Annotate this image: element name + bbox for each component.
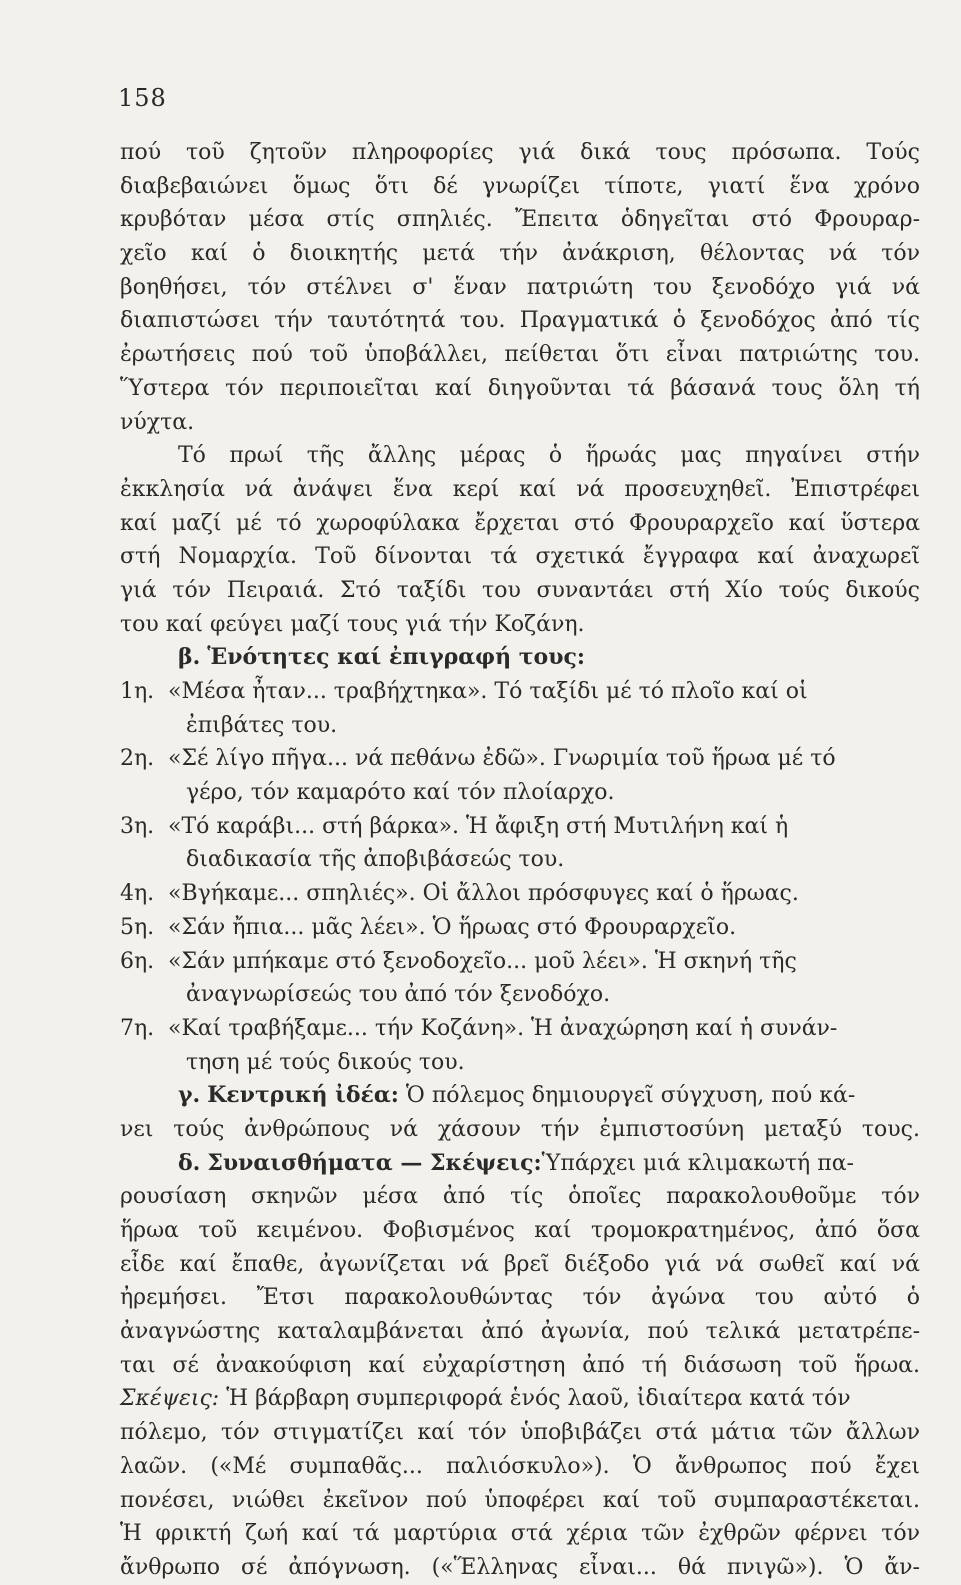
section-heading-d <box>120 1147 920 1181</box>
section-text: Ὑπάρχει μιά κλιμακωτή πα- <box>541 1150 854 1176</box>
unit-text: «Σάν μπήκαμε στό ξενοδοχεῖο... μοῦ λέει». Ἡ σκηνή τῆς <box>168 948 797 974</box>
section-heading-c <box>120 1079 920 1113</box>
text-line: βοηθήσει, τόν στέλνει σ' ἕναν πατριώτη του ξενοδόχο γιά νά <box>120 274 920 300</box>
text-line: νύχτα. <box>120 409 195 435</box>
unit-number: 3η. <box>120 813 155 839</box>
unit-text: «Καί τραβήξαμε... τήν Κοζάνη». Ἡ ἀναχώρηση καί ἡ συνάν- <box>168 1015 838 1041</box>
text-line: πονέσει, νιώθει ἐκεῖνον πού ὑποφέρει καί τοῦ συμπαραστέκεται. <box>120 1487 920 1513</box>
unit-item <box>120 675 920 709</box>
text-line: ἐρωτήσεις πού τοῦ ὑποβάλλει, πείθεται ὅτι εἶναι πατριώτης του. <box>120 342 920 368</box>
section-marker: δ. <box>178 1149 201 1176</box>
thoughts-label: Σκέψεις: <box>120 1386 220 1412</box>
text-line: εἶδε καί ἔπαθε, ἀγωνίζεται νά βρεῖ διέξοδο γιά νά σωθεῖ καί νά <box>120 1251 920 1277</box>
unit-number: 2η. <box>120 746 155 772</box>
unit-text: «Βγήκαμε... σπηλιές». Οἱ ἄλλοι πρόσφυγες καί ὁ ἥρωας. <box>168 881 799 907</box>
text-line: ἠρεμήσει. Ἔτσι παρακολουθώντας τόν ἀγώνα του αὐτό ὁ <box>120 1285 920 1311</box>
text-line: καί μαζί μέ τό χωροφύλακα ἔρχεται στό Φρουραρχεῖο καί ὕστερα <box>120 510 920 536</box>
text-line: ται σέ ἀνακούφιση καί εὐχαρίστηση ἀπό τή διάσωση τοῦ ἥρωα. <box>120 1352 920 1378</box>
section-text: Ὁ πόλεμος δημιουργεῖ σύγχυση, πού κά- <box>405 1083 856 1109</box>
text-line: χεῖο καί ὁ διοικητής μετά τήν ἀνάκριση, θέλοντας νά τόν <box>120 241 920 267</box>
unit-text: «Σέ λίγο πῆγα... νά πεθάνω ἐδῶ». Γνωριμία τοῦ ἥρωα μέ τό <box>168 746 836 772</box>
text-line: διαδικασία τῆς ἀποβιβάσεώς του. <box>186 847 565 873</box>
unit-number: 6η. <box>120 948 155 974</box>
section-heading-b <box>120 641 920 675</box>
unit-item <box>120 810 920 844</box>
text-line: Τό πρωί τῆς ἄλλης μέρας ὁ ἥρωάς μας πηγαίνει στήν <box>178 443 920 469</box>
unit-number: 7η. <box>120 1015 155 1041</box>
text-line: Ἡ φρικτή ζωή καί τά μαρτύρια στά χέρια τῶν ἐχθρῶν φέρνει τόν <box>120 1521 920 1547</box>
text-line: ρουσίαση σκηνῶν μέσα ἀπό τίς ὁποῖες παρακολουθοῦμε τόν <box>120 1184 920 1210</box>
text-line: στή Νομαρχία. Τοῦ δίνονται τά σχετικά ἔγγραφα καί ἀναχωρεῖ <box>120 544 920 570</box>
text-line: τηση μέ τούς δικούς του. <box>186 1049 465 1075</box>
unit-number: 5η. <box>120 914 155 940</box>
section-label: Συναισθήματα — Σκέψεις: <box>207 1149 542 1176</box>
unit-number: 1η. <box>120 679 155 704</box>
unit-item <box>120 742 920 776</box>
text-line: ἐπιβάτες του. <box>186 712 338 738</box>
text-line: νει τούς ἀνθρώπους νά χάσουν τήν ἐμπιστοσύνη μεταξύ τους. <box>120 1116 920 1142</box>
text-line: γέρο, τόν καμαρότο καί τόν πλοίαρχο. <box>186 780 615 806</box>
unit-item <box>120 877 920 911</box>
text-line: Ὕστερα τόν περιποιεῖται καί διηγοῦνται τά βάσανά τους ὅλη τή <box>120 375 920 401</box>
unit-text: «Σάν ἤπια... μᾶς λέει». Ὁ ἥρωας στό Φρουραρχεῖο. <box>168 914 737 940</box>
body-text <box>120 136 920 1585</box>
text-line: διαβεβαιώνει ὅμως ὅτι δέ γνωρίζει τίποτε, γιατί ἕνα χρόνο <box>120 173 920 199</box>
text-line: ἀναγνωρίσεώς του ἀπό τόν ξενοδόχο. <box>186 982 611 1008</box>
text-line: του καί φεύγει μαζί τους γιά τήν Κοζάνη. <box>120 611 585 637</box>
text-line: λαῶν. («Μέ συμπαθᾶς... παλιόσκυλο»). Ὁ ἄνθρωπος πού ἔχει <box>120 1453 920 1479</box>
page-number: 158 <box>118 84 167 112</box>
unit-text: «Τό καράβι... στή βάρκα». Ἡ ἄφιξη στή Μυτιλήνη καί ἡ <box>168 813 789 839</box>
section-label: Ἑνότητες καί ἐπιγραφή τους: <box>207 644 585 671</box>
section-label: Κεντρική ἰδέα: <box>207 1082 399 1109</box>
unit-text: «Μέσα ἦταν... τραβήχτηκα». Τό ταξίδι μέ τό πλοῖο καί οἱ <box>168 679 808 704</box>
text-line: ἀναγνώστης καταλαμβάνεται ἀπό ἀγωνία, πού τελικά μετατρέπε- <box>120 1319 920 1345</box>
text-line: ἥρωα τοῦ κειμένου. Φοβισμένος καί τρομοκρατημένος, ἀπό ὅσα <box>120 1218 920 1243</box>
section-marker: γ. <box>178 1082 201 1109</box>
unit-item <box>120 1012 920 1046</box>
text-line: πού τοῦ ζητοῦν πληροφορίες γιά δικά τους πρόσωπα. Τούς <box>120 140 920 165</box>
text-line: ἄνθρωπο σέ ἀπόγνωση. («Ἕλληνας εἶναι... θά πνιγῶ»). Ὁ ἄν- <box>120 1554 920 1580</box>
text-line: διαπιστώσει τήν ταυτότητά του. Πραγματικά ὁ ξενοδόχος ἀπό τίς <box>120 308 920 334</box>
thoughts-line <box>120 1382 920 1416</box>
unit-number: 4η. <box>120 881 155 907</box>
text-line: ἐκκλησία νά ἀνάψει ἕνα κερί καί νά προσευχηθεῖ. Ἐπιστρέφει <box>120 476 920 502</box>
thoughts-text: Ἡ βάρβαρη συμπεριφορά ἑνός λαοῦ, ἰδιαίτερα κατά τόν <box>226 1386 851 1412</box>
unit-item <box>120 911 920 945</box>
text-line: πόλεμο, τόν στιγματίζει καί τόν ὑποβιβάζει στά μάτια τῶν ἄλλων <box>120 1420 920 1446</box>
text-line: γιά τόν Πειραιά. Στό ταξίδι του συναντάει στή Χίο τούς δικούς <box>120 577 920 603</box>
unit-item <box>120 945 920 979</box>
text-line: κρυβόταν μέσα στίς σπηλιές. Ἔπειτα ὁδηγεῖται στό Φρουραρ- <box>120 207 920 233</box>
section-marker: β. <box>178 644 201 671</box>
